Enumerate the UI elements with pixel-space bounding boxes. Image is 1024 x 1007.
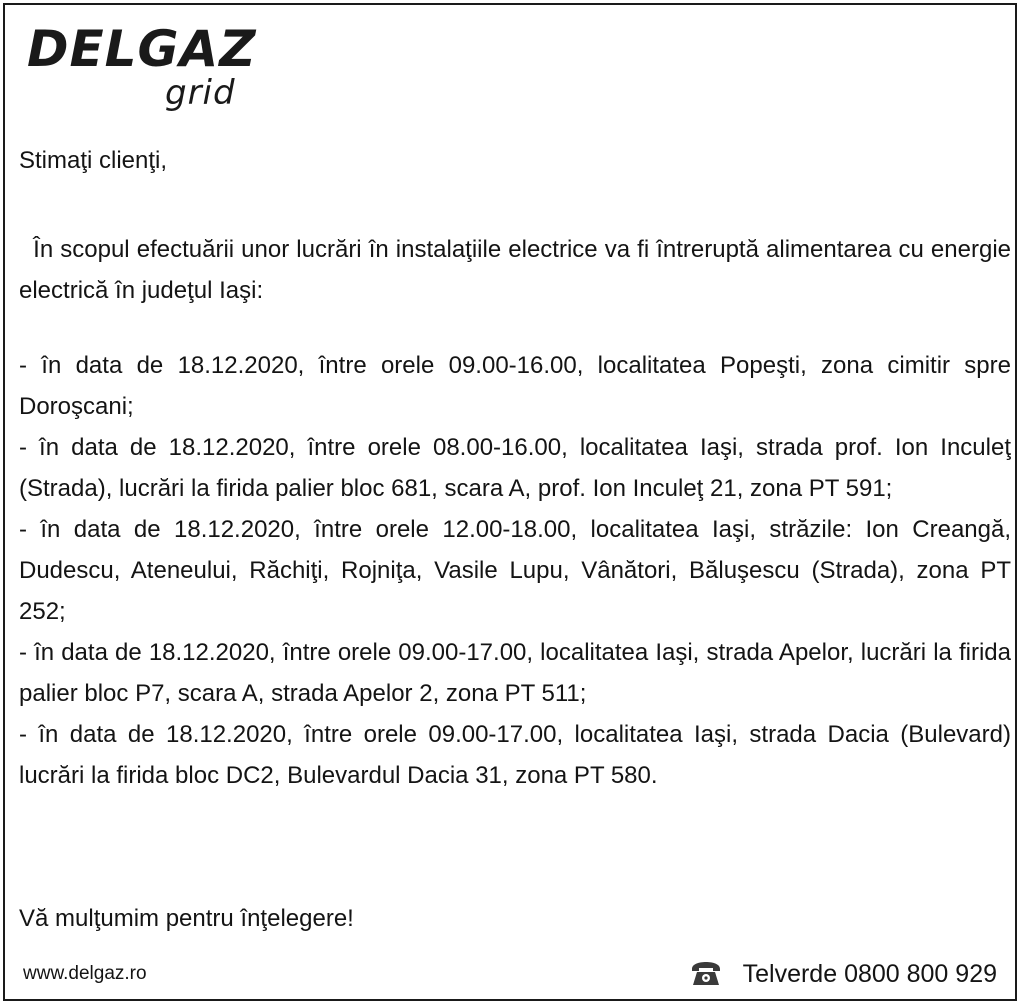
outage-item: - în data de 18.12.2020, între orele 12.00-18.00, localitatea Iaşi, străzile: Ion Creangă, Dudescu, Ateneului, Răchiţi, Rojniţa, Vasile Lupu, Vânători, Băluşescu (Strada), zona PT 252; <box>19 516 1011 625</box>
telephone-icon <box>689 960 723 988</box>
notice-document <box>3 3 1017 1001</box>
phone-contact <box>689 957 997 991</box>
phone-text: Telverde 0800 800 929 <box>742 960 997 988</box>
website-url: www.delgaz.ro <box>23 963 147 984</box>
greeting: Stimaţi clienţi, <box>19 147 168 174</box>
logo-main-text: DELGAZ <box>27 20 257 78</box>
outage-item: - în data de 18.12.2020, între orele 09.00-17.00, localitatea Iaşi, strada Dacia (Bulevard) lucrări la firida bloc DC2, Bulevardul Dacia 31, zona PT 580. <box>19 721 1011 789</box>
outage-item: - în data de 18.12.2020, între orele 08.00-16.00, localitatea Iaşi, strada prof. Ion Inculeţ (Strada), lucrări la firida palier bloc 681, scara A, prof. Ion Inculeţ 21, zona PT 591; <box>19 434 1011 502</box>
logo-sub-text: grid <box>165 73 236 113</box>
delgaz-grid-logo <box>27 19 267 119</box>
thanks-message: Vă mulţumim pentru înţelegere! <box>19 905 354 932</box>
outage-list <box>19 345 1011 796</box>
outage-item: - în data de 18.12.2020, între orele 09.00-16.00, localitatea Popeşti, zona cimitir spre Doroşcani; <box>19 352 1011 420</box>
outage-item: - în data de 18.12.2020, între orele 09.00-17.00, localitatea Iaşi, strada Apelor, lucrări la firida palier bloc P7, scara A, strada Apelor 2, zona PT 511; <box>19 639 1011 707</box>
intro-paragraph <box>19 229 1011 311</box>
intro-text: În scopul efectuării unor lucrări în instalaţiile electrice va fi întreruptă alimentarea cu energie electrică în judeţul Iaşi: <box>19 236 1011 304</box>
